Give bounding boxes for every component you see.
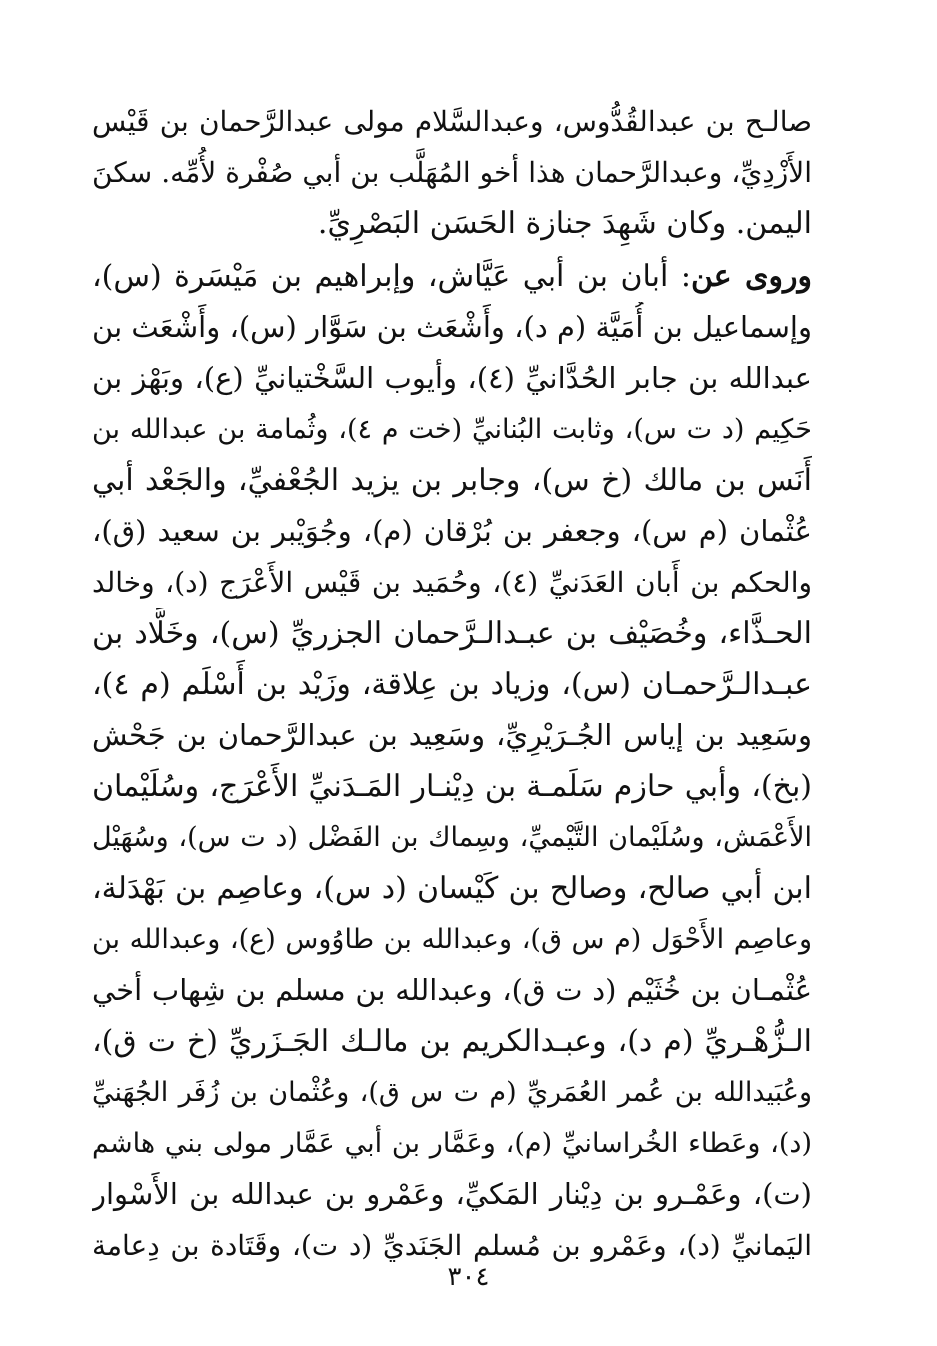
- text-line: حَكِيم (د ت س)، وثابت البُنانيِّ (خت م ٤)، وثُمامة بن عبدالله بن: [92, 414, 812, 445]
- text-line: والحكم بن أَبان العَدَنيِّ (٤)، وحُمَيد بن قَيْس الأَعْرَج (د)، وخالد: [92, 566, 812, 599]
- text-line: الأَزْدِيِّ، وعبدالرَّحمان هذا أخو المُهَلَّب بن أبي صُفْرة لأُمِّه. سكنَ: [92, 156, 812, 189]
- text-line: عُثْمـان بن خُثَيْم (د ت ق)، وعبدالله بن مسلم بن شِهاب أخي: [92, 973, 812, 1007]
- text-line: وعُبَيدالله بن عُمر العُمَريِّ (م ت س ق)، وعُثْمان بن زُفَر الجُهَنيِّ: [92, 1077, 812, 1108]
- text-line: اليَمانيِّ (د)، وعَمْرو بن مُسلم الجَنَديِّ (د ت)، وقَتَادة بن دِعامة: [92, 1229, 812, 1262]
- paragraph-2: [92, 251, 812, 1271]
- text-line: الأَعْمَش، وسُلَيْمان التَّيْميِّ، وسِماك بن الفَضْل (د ت س)، وسُهَيْل: [92, 822, 812, 853]
- text-line: وعاصِم الأَحْوَل (م س ق)، وعبدالله بن طاوُوس (ع)، وعبدالله بن: [92, 924, 812, 955]
- text-line: عبـدالـرَّحمـان (س)، وزياد بن عِلاقة، وزَيْد بن أَسْلَم (م ٤)،: [92, 667, 812, 702]
- text-line: وإسماعيل بن أُمَيَّة (م د)، وأَشْعَث بن سَوَّار (س)، وأَشْعَث بن: [92, 310, 812, 344]
- text-line: اليمن. وكان شَهِدَ جنازة الحَسَن البَصْرِيِّ.: [317, 206, 812, 241]
- text-line: عُثْمان (م س)، وجعفر بن بُرْقان (م)، وجُوَيْبر بن سعيد (ق)،: [92, 514, 812, 548]
- section-label: وروى عن: [690, 259, 812, 294]
- page-number: ٣٠٤: [447, 1262, 490, 1292]
- document-body: [92, 96, 812, 1271]
- text-line: أَنَس بن مالك (خ س)، وجابر بن يزيد الجُعْفيِّ، والجَعْد أبي: [92, 463, 812, 498]
- text-line: الحـذَّاء، وخُصَيْف بن عبـدالـرَّحمان الجزريِّ (س)، وخَلَّاد بن: [92, 616, 812, 651]
- text-line-first: [92, 251, 812, 302]
- text-line-rest: : أبان بن أبي عَيَّاش، وإبراهيم بن مَيْسَرة (س)،: [92, 259, 691, 294]
- text-line: (بخ)، وأبي حازم سَلَمـة بن دِيْنـار المَـدَنيِّ الأَعْرَج، وسُلَيْمان: [92, 769, 812, 804]
- paragraph-1: [92, 96, 812, 249]
- text-line: صالـح بن عبدالقُدُّوس، وعبدالسَّلام مولى عبدالرَّحمان بن قَيْس: [92, 105, 812, 138]
- text-line: (ت)، وعَمْـرو بن دِيْنار المَكيِّ، وعَمْرو بن عبدالله بن الأَسْوار: [92, 1177, 812, 1211]
- text-line: ابن أبي صالح، وصالح بن كَيْسان (د س)، وعاصِم بن بَهْدَلة،: [92, 871, 812, 906]
- text-line: (د)، وعَطاء الخُراسانيِّ (م)، وعَمَّار بن أبي عَمَّار مولى بني هاشم: [92, 1128, 812, 1159]
- text-line: الـزُّهْـريِّ (م د)، وعبـدالكريم بن مالـك الجَـزَريِّ (خ ت ق)،: [92, 1024, 812, 1059]
- text-line: عبدالله بن جابر الحُدَّانيِّ (٤)، وأيوب السَّخْتيانيِّ (ع)، وبَهْز بن: [92, 361, 812, 395]
- text-line: وسَعِيد بن إياس الجُـرَيْرِيِّ، وسَعِيد بن عبدالرَّحمان بن جَحْش: [92, 718, 812, 752]
